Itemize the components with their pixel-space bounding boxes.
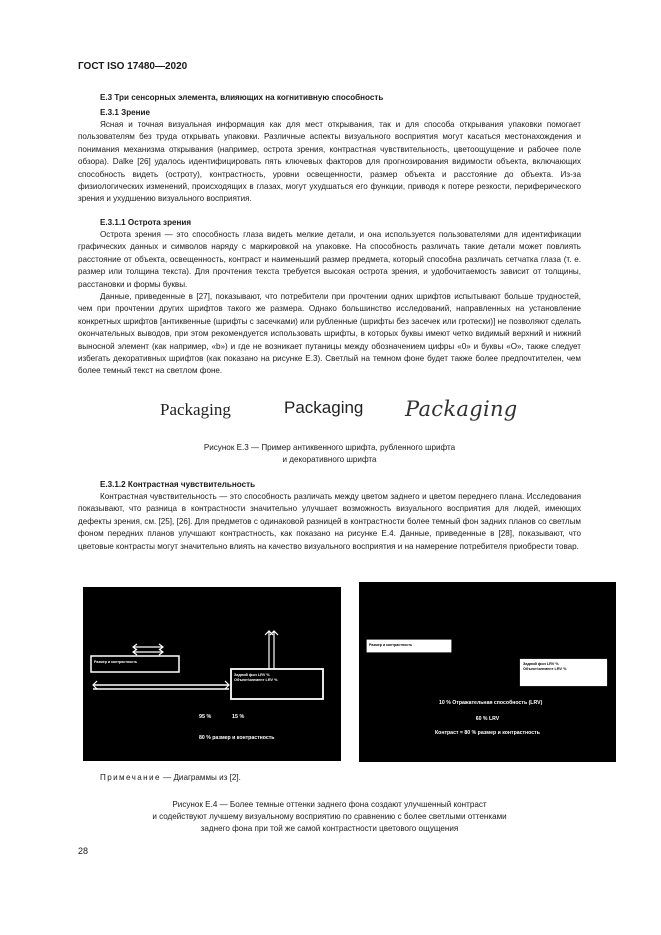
figure-e4-note [100,773,241,782]
subsection-heading-e312: Е.3.1.2 Контрастная чувствительность [100,480,256,489]
serif-font-sample: Packaging [160,400,231,419]
paragraph-e312: Контрастная чувствительность — это способность различать между цветом заднего и цветом переднего плана. Исследования показывают, что разница в контрастности значительно улучшает возможность визуального восприятия для людей, имеющих дефекты зрения, см. [25], [26]. Для предметов с одинаковой разницей в контрастности более темный фон задних планов со светлым фоном передних планов улучшают контрастность, как показано на рисунке Е.4. Данные, приведенные в [28], показывают, что цветовые контрасты могут значительно влиять на качество визуального восприятия и на намерение потребителя приобрести товар. [78,492,581,551]
object-lrv-value: 60 % LRV [475,716,500,722]
paragraph-e311-1: Острота зрения — это способность глаза видеть мелкие детали, и она используется пользователями для идентификации графических данных и символов наряду с маркировкой на упаковке. На способность различать такие детали может повлиять расстояние от объекта, освещенность, контраст и наименьший размер предмета, который способна различать сетчатка глаза (т. е. размер или толщина текста). Для прочтения текста требуется высокая острота зрения, и удобочитаемость зависит от толщины, расстановки и формы буквы. [78,230,581,289]
background-lrv-value: 95 % [199,714,212,720]
document-header: ГОСТ ISO 17480—2020 [78,61,188,72]
lrv-box-label: Задний фон LRV % Объект/элемент LRV % [234,673,278,682]
figure-e3-caption-line1: Рисунок Е.3 — Пример антиквенного шрифта, рубленного шрифта [203,443,456,452]
reflectance-label: 10 % Отражательная способность (LRV) [439,700,543,706]
section-heading-e3: Е.3 Три сенсорных элемента, влияющих на когнитивную способность [100,93,384,102]
object-lrv-value: 15 % [232,714,245,720]
figure-e3-caption-line2: и декоративного шрифта [282,455,377,464]
subsection-heading-e31: Е.3.1 Зрение [100,108,151,117]
size-contrast-label: Размер и контрастность [369,643,413,647]
decorative-font-sample: Packaging [405,397,518,421]
note-text: — Диаграммы из [2]. [160,773,241,782]
size-contrast-result: 80 % размер и контрастность [199,735,275,741]
figure-e4-caption-line2: и содействуют лучшему визуальному восприятию по сравнению с более светлыми оттенками [152,812,507,821]
paragraph-e311-2: Данные, приведенные в [27], показывают, что потребители при прочтении одних шрифтов испытывают больше трудностей, чем при прочтении других шрифтов такого же размера. Однако большинство исследований, направленных на установление конкретных шрифтов [антиквенные (шрифты с засечками) или рубленные (шрифты без засечек или гротески)] не позволяют сделать окончательных выводов, при этом рекомендуется использовать шрифты, в которых буквы имеют четко видимый верхний и нижний выносной элемент (как например, «b») и где не возникает путаницы между обозначением цифры «0» и буквы «О», также следует избегать декоративных шрифтов (как показано на рисунке Е.3). Светлый на темном фоне будет также более предпочтителен, чем более темный текст на светлом фоне. [78,292,581,376]
size-contrast-label: Размер и контрастность [94,660,138,664]
contrast-diagram-left [83,587,341,761]
font-samples [0,398,661,428]
paragraph-e31: Ясная и точная визуальная информация как для мест открывания, так и для способа открывания упаковки помогает пользователям без труда открывать упаковки. Различные аспекты визуального восприятия могут касаться местонахождения и понимания механизма открывания (например, острота зрения, контрастная чувствительность, цветоощущение и рабочее поле обзора). Dalke [26] удалось идентифицировать пять ключевых факторов для прогнозирования видимости объекта, включающих способность видеть (остроту), контрастность, уровни освещенности, размер объекта и расстояние до объекта. Из-за физиологических изменений, происходящих в глазах, могут ухудшаться его функции, приводя к потере резкости, периферического зрения и ухудшению визуального восприятия. [78,120,581,204]
contrast-result: Контраст = 80 % размер и контрастность [435,730,540,736]
figure-e4-caption-line3: заднего фона при той же самой контрастности цветового ощущения [200,824,459,833]
lrv-box-label: Задний фон LRV % Объект/элемент LRV % [523,662,567,671]
note-label: Примечание [100,773,161,782]
sans-serif-font-sample: Packaging [284,398,364,417]
figure-e4-caption-line1: Рисунок Е.4 — Более темные оттенки заднего фона создают улучшенный контраст [172,800,487,809]
contrast-diagram-right [359,582,616,762]
page-number: 28 [78,846,89,856]
subsection-heading-e311: Е.3.1.1 Острота зрения [100,218,192,227]
